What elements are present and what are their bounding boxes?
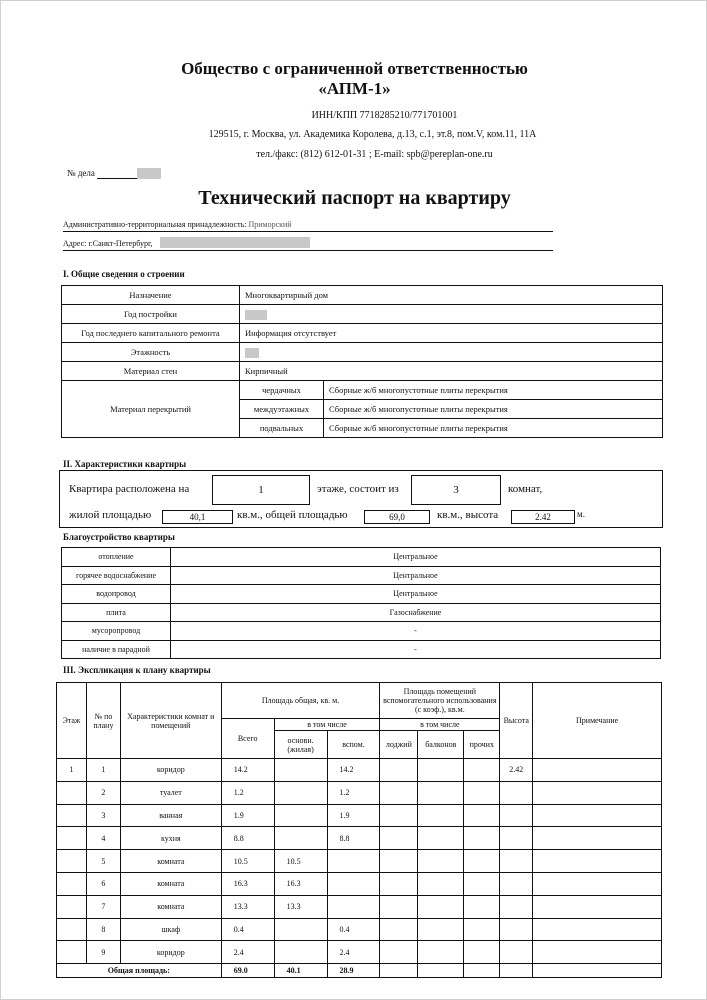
cell-total: 14.2 (221, 759, 274, 782)
char-text: кв.м., высота (437, 509, 499, 521)
table-row (57, 941, 662, 964)
cell-total: 1.9 (221, 804, 274, 827)
floor-type: чердачных (240, 381, 324, 400)
total-note (533, 964, 662, 978)
cell-note (533, 850, 662, 873)
table-row (62, 362, 663, 381)
total-main: 40.1 (274, 964, 327, 978)
row-value: Кирпичный (240, 362, 663, 381)
col-header-area: Площадь общая, кв. м. (221, 683, 380, 719)
amenities-title: Благоустройство квартиры (63, 532, 175, 542)
table-row (62, 640, 661, 659)
rooms-value: 3 (411, 475, 501, 505)
char-text: комнат, (508, 483, 543, 495)
org-name: Общество с ограниченной ответственностью (181, 59, 528, 78)
table-row (62, 286, 663, 305)
row-label: Этажность (62, 343, 240, 362)
cell-balcony (418, 895, 464, 918)
char-text: Квартира расположена на (69, 483, 190, 495)
table-row (57, 827, 662, 850)
table-row (62, 566, 661, 585)
table-row (62, 603, 661, 622)
cell-loggia (380, 941, 418, 964)
total-area-value: 69,0 (364, 510, 430, 524)
cell-no: 3 (86, 804, 120, 827)
table-row (62, 585, 661, 604)
total-loggia (380, 964, 418, 978)
cell-balcony (418, 850, 464, 873)
cell-loggia (380, 850, 418, 873)
cell-aux: 14.2 (327, 759, 380, 782)
cell-other (464, 872, 500, 895)
cell-loggia (380, 759, 418, 782)
table-row (57, 895, 662, 918)
cell-note (533, 781, 662, 804)
row-value: - (171, 640, 661, 659)
cell-aux (327, 895, 380, 918)
cell-other (464, 941, 500, 964)
floor-material: Сборные ж/б многопустотные плиты перекрытия (324, 419, 663, 438)
cell-room: шкаф (120, 918, 221, 941)
cell-total: 10.5 (221, 850, 274, 873)
table-row (57, 804, 662, 827)
cell-other (464, 804, 500, 827)
cell-height (500, 941, 533, 964)
row-value: - (171, 622, 661, 641)
cell-height (500, 804, 533, 827)
total-label: Общая площадь: (57, 964, 222, 978)
table-row (62, 622, 661, 641)
cell-height (500, 827, 533, 850)
cell-height (500, 850, 533, 873)
cell-room: коридор (120, 941, 221, 964)
cell-aux: 8.8 (327, 827, 380, 850)
cell-total: 1.2 (221, 781, 274, 804)
table-row (62, 324, 663, 343)
total-row (57, 964, 662, 978)
cell-other (464, 827, 500, 850)
divider (63, 231, 553, 232)
table-row (57, 850, 662, 873)
row-value: Информация отсутствует (240, 324, 663, 343)
cell-balcony (418, 872, 464, 895)
cell-no: 6 (86, 872, 120, 895)
floor-type: междуэтажных (240, 400, 324, 419)
table-row (62, 548, 661, 567)
table-row (57, 872, 662, 895)
cell-total: 8.8 (221, 827, 274, 850)
col-header-main: основн. (жилая) (274, 731, 327, 759)
table-row (62, 381, 663, 400)
cell-floor: 1 (57, 759, 87, 782)
cell-floor (57, 850, 87, 873)
row-label: водопровод (62, 585, 171, 604)
row-label: Назначение (62, 286, 240, 305)
row-value: Центральное (171, 585, 661, 604)
cell-height (500, 781, 533, 804)
document-title: Технический паспорт на квартиру (198, 187, 511, 209)
char-text: этаже, состоит из (317, 483, 399, 495)
cell-height (500, 872, 533, 895)
cell-balcony (418, 804, 464, 827)
cell-no: 7 (86, 895, 120, 918)
row-value (240, 305, 663, 324)
cell-no: 9 (86, 941, 120, 964)
col-header-height: Высота (500, 683, 533, 759)
cell-other (464, 850, 500, 873)
admin-affiliation-label: Административно-территориальная принадлежность: (63, 220, 247, 229)
cell-no: 4 (86, 827, 120, 850)
cell-total: 2.4 (221, 941, 274, 964)
col-header-including: в том числе (274, 719, 380, 731)
cell-balcony (418, 759, 464, 782)
cell-balcony (418, 918, 464, 941)
total-height (500, 964, 533, 978)
cell-note (533, 827, 662, 850)
cell-balcony (418, 827, 464, 850)
org-address: 129515, г. Москва, ул. Академика Королева, д.13, с.1, эт.8, пом.V, ком.11, 11А (208, 129, 537, 140)
row-label: плита (62, 603, 171, 622)
cell-note (533, 918, 662, 941)
row-value (240, 343, 663, 362)
cell-main (274, 804, 327, 827)
cell-floor (57, 895, 87, 918)
char-text: м. (577, 509, 585, 519)
col-header-room: Характеристики комнат и помещений (120, 683, 221, 759)
char-text: кв.м., общей площадью (237, 509, 348, 521)
cell-other (464, 895, 500, 918)
cell-total: 13.3 (221, 895, 274, 918)
row-value: Центральное (171, 548, 661, 567)
cell-no: 1 (86, 759, 120, 782)
cell-other (464, 781, 500, 804)
cell-no: 8 (86, 918, 120, 941)
floor-material: Сборные ж/б многопустотные плиты перекрытия (324, 381, 663, 400)
cell-floor (57, 941, 87, 964)
cell-main (274, 827, 327, 850)
cell-main (274, 941, 327, 964)
cell-aux: 1.2 (327, 781, 380, 804)
col-header-other: прочих (464, 731, 500, 759)
table-row (62, 305, 663, 324)
row-label: Год постройки (62, 305, 240, 324)
col-header-floor: Этаж (57, 683, 87, 759)
row-label: Материал стен (62, 362, 240, 381)
org-contacts: тел./факс: (812) 612-01-31 ; E-mail: spb@pereplan-one.ru (256, 149, 493, 160)
cell-loggia (380, 918, 418, 941)
cell-balcony (418, 941, 464, 964)
cell-note (533, 804, 662, 827)
row-label: Год последнего капитального ремонта (62, 324, 240, 343)
row-label: горячее водоснабжение (62, 566, 171, 585)
building-info-table (61, 285, 663, 438)
cell-no: 2 (86, 781, 120, 804)
col-header-loggia: лоджий (380, 731, 418, 759)
col-header-aux: вспом. (327, 731, 380, 759)
cell-floor (57, 918, 87, 941)
cell-loggia (380, 872, 418, 895)
table-row (62, 343, 663, 362)
explication-table (56, 682, 662, 978)
char-text: жилой площадью (69, 509, 152, 521)
cell-room: комната (120, 850, 221, 873)
cell-floor (57, 804, 87, 827)
col-header-aux-area: Площадь помещений вспомогательного использования (с коэф.), кв.м. (380, 683, 500, 719)
row-value: Многоквартирный дом (240, 286, 663, 305)
cell-no: 5 (86, 850, 120, 873)
cell-note (533, 895, 662, 918)
cell-total: 16.3 (221, 872, 274, 895)
cell-aux: 0.4 (327, 918, 380, 941)
cell-aux (327, 872, 380, 895)
address-row (63, 239, 152, 248)
row-label: наличие в парадной (62, 640, 171, 659)
cell-floor (57, 781, 87, 804)
cell-room: коридор (120, 759, 221, 782)
cell-main (274, 918, 327, 941)
cell-room: комната (120, 872, 221, 895)
admin-affiliation-value: Приморский (248, 220, 292, 229)
header-row (57, 683, 662, 719)
floor-type: подвальных (240, 419, 324, 438)
col-header-note: Примечание (533, 683, 662, 759)
section-2-title: II. Характеристики квартиры (63, 459, 187, 469)
cell-floor (57, 827, 87, 850)
row-label: мусоропровод (62, 622, 171, 641)
row-label: Материал перекрытий (62, 381, 240, 438)
admin-affiliation (63, 220, 292, 229)
cell-floor (57, 872, 87, 895)
cell-note (533, 759, 662, 782)
cell-loggia (380, 781, 418, 804)
cell-other (464, 918, 500, 941)
row-value: Центральное (171, 566, 661, 585)
cell-height (500, 895, 533, 918)
living-area-value: 40,1 (162, 510, 233, 524)
cell-room: кухня (120, 827, 221, 850)
cell-note (533, 941, 662, 964)
col-header-total: Всего (221, 719, 274, 759)
row-value: Газоснабжение (171, 603, 661, 622)
col-header-plan-no: № по плану (86, 683, 120, 759)
cell-aux: 2.4 (327, 941, 380, 964)
cell-main (274, 759, 327, 782)
cell-height: 2.42 (500, 759, 533, 782)
table-row (57, 781, 662, 804)
cell-main (274, 781, 327, 804)
section-1-title: I. Общие сведения о строении (63, 269, 185, 279)
cell-loggia (380, 804, 418, 827)
floor-value: 1 (212, 475, 310, 505)
cell-aux (327, 850, 380, 873)
total-other (464, 964, 500, 978)
case-number-label: № дела (67, 168, 95, 178)
address-label: Адрес: г.Санкт-Петербург, (63, 239, 153, 248)
cell-main: 16.3 (274, 872, 327, 895)
cell-height (500, 918, 533, 941)
table-row (57, 918, 662, 941)
cell-aux: 1.9 (327, 804, 380, 827)
redacted-year (245, 310, 267, 320)
redacted-floors (245, 348, 259, 358)
row-label: отопление (62, 548, 171, 567)
cell-loggia (380, 895, 418, 918)
cell-room: комната (120, 895, 221, 918)
org-inn: ИНН/КПП 7718285210/771701001 (311, 110, 458, 121)
amenities-table (61, 547, 661, 659)
cell-room: ванная (120, 804, 221, 827)
col-header-balcony: балконов (418, 731, 464, 759)
cell-other (464, 759, 500, 782)
height-value: 2.42 (511, 510, 575, 524)
floor-material: Сборные ж/б многопустотные плиты перекрытия (324, 400, 663, 419)
redacted-address (160, 237, 310, 248)
section-3-title: III. Экспликация к плану квартиры (63, 665, 211, 675)
cell-main: 13.3 (274, 895, 327, 918)
cell-main: 10.5 (274, 850, 327, 873)
cell-balcony (418, 781, 464, 804)
cell-note (533, 872, 662, 895)
total-sum: 69.0 (221, 964, 274, 978)
cell-loggia (380, 827, 418, 850)
cell-total: 0.4 (221, 918, 274, 941)
col-header-including-aux: в том числе (380, 719, 500, 731)
cell-room: туалет (120, 781, 221, 804)
total-balcony (418, 964, 464, 978)
org-short-name: «АПМ-1» (318, 79, 391, 98)
table-row (57, 759, 662, 782)
divider (63, 250, 553, 251)
redacted-case-number (137, 168, 161, 179)
total-aux: 28.9 (327, 964, 380, 978)
